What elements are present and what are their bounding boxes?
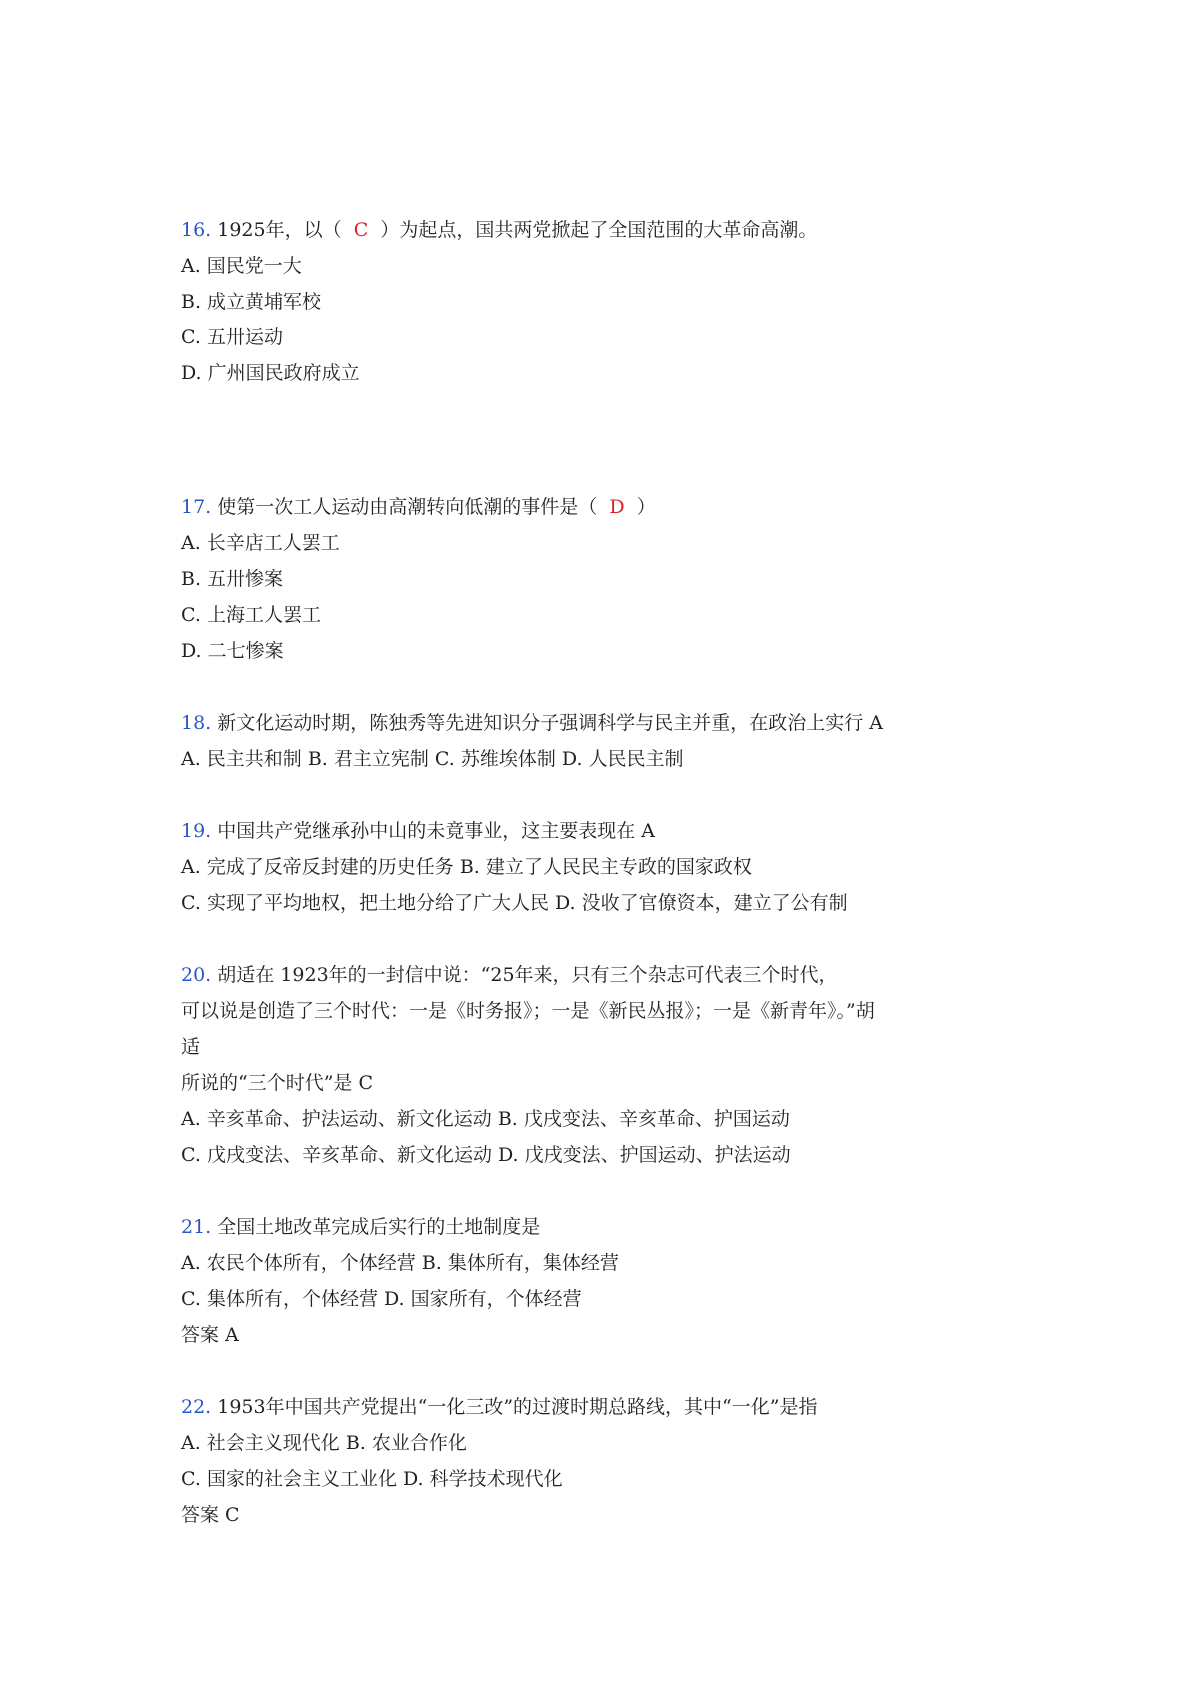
question-20-stem (181, 963, 838, 987)
question-22-stem (181, 1395, 817, 1419)
option-line: A. 国民党一大 (181, 255, 302, 277)
question-text: 中国共产党继承孙中山的未竟事业，这主要表现在 A (211, 820, 656, 842)
question-text: 使第一次工人运动由高潮转向低潮的事件是（ (211, 496, 598, 518)
question-text-line: 可以说是创造了三个时代：一是《时务报》；一是《新民丛报》；一是《新青年》。”胡 (181, 1000, 875, 1022)
option-line: A. 完成了反帝反封建的历史任务 B. 建立了人民民主专政的国家政权 (181, 856, 752, 878)
option-line: D. 二七惨案 (181, 640, 284, 662)
option-line: C. 上海工人罢工 (181, 604, 321, 626)
option-line: A. 辛亥革命、护法运动、新文化运动 B. 戊戌变法、辛亥革命、护国运动 (181, 1108, 790, 1130)
question-21-stem (181, 1215, 540, 1239)
question-19-stem (181, 819, 655, 843)
option-line: C. 国家的社会主义工业化 D. 科学技术现代化 (181, 1468, 563, 1490)
answer-line: 答案 C (181, 1504, 240, 1526)
option-line: A. 长辛店工人罢工 (181, 532, 340, 554)
option-line: C. 五卅运动 (181, 326, 283, 348)
option-line: A. 民主共和制 B. 君主立宪制 C. 苏维埃体制 D. 人民民主制 (181, 748, 684, 770)
question-17-stem (181, 495, 656, 519)
option-line: C. 集体所有，个体经营 D. 国家所有，个体经营 (181, 1288, 582, 1310)
question-number: 20. (181, 964, 212, 986)
question-text: ） (636, 496, 656, 518)
answer-mark: C (353, 219, 369, 241)
option-line: A. 农民个体所有，个体经营 B. 集体所有，集体经营 (181, 1252, 619, 1274)
option-line: C. 戊戌变法、辛亥革命、新文化运动 D. 戊戌变法、护国运动、护法运动 (181, 1144, 791, 1166)
question-number: 21. (181, 1216, 212, 1238)
question-16-stem (181, 218, 817, 242)
question-text-line: 所说的“三个时代”是 C (181, 1072, 374, 1094)
option-line: B. 成立黄埔军校 (181, 291, 322, 313)
option-line: D. 广州国民政府成立 (181, 362, 360, 384)
question-text: ）为起点，国共两党掀起了全国范围的大革命高潮。 (380, 219, 818, 241)
option-line: C. 实现了平均地权，把土地分给了广大人民 D. 没收了官僚资本，建立了公有制 (181, 892, 848, 914)
answer-mark: D (609, 496, 625, 518)
question-text-line: 适 (181, 1036, 201, 1058)
question-number: 17. (181, 496, 212, 518)
question-number: 18. (181, 712, 212, 734)
question-text: 全国土地改革完成后实行的土地制度是 (211, 1216, 541, 1238)
question-number: 22. (181, 1396, 212, 1418)
question-number: 19. (181, 820, 212, 842)
question-text: 1925年，以（ (211, 219, 342, 241)
option-line: A. 社会主义现代化 B. 农业合作化 (181, 1432, 467, 1454)
question-number: 16. (181, 219, 212, 241)
question-18-stem (181, 711, 883, 735)
question-text: 胡适在 1923年的一封信中说：“25年来，只有三个杂志可代表三个时代， (211, 964, 838, 986)
question-text: 1953年中国共产党提出“一化三改”的过渡时期总路线，其中“一化”是指 (211, 1396, 818, 1418)
option-line: B. 五卅惨案 (181, 568, 284, 590)
answer-line: 答案 A (181, 1324, 239, 1346)
question-text: 新文化运动时期，陈独秀等先进知识分子强调科学与民主并重，在政治上实行 A (211, 712, 884, 734)
